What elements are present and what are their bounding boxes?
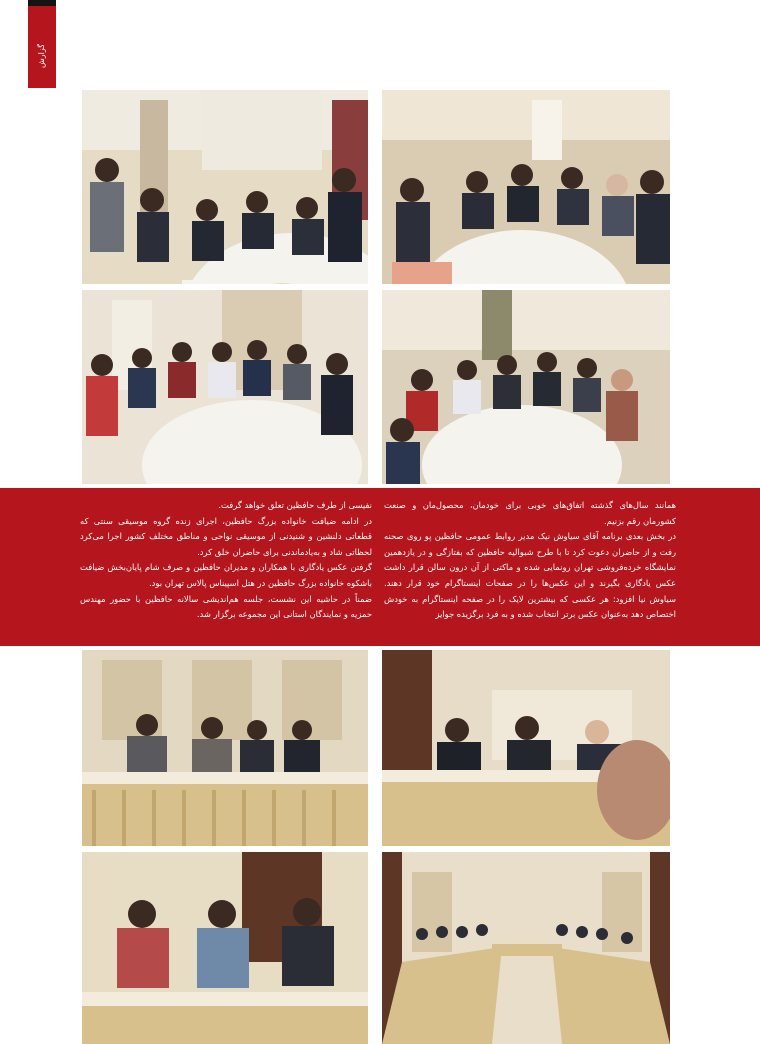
banquet-photo-4: [382, 290, 670, 484]
article-column-right: [384, 498, 676, 623]
banquet-photo-1: [82, 90, 368, 284]
article-column-left: [80, 498, 372, 623]
meeting-photo-1: [82, 650, 368, 846]
meeting-photo-3: [82, 852, 368, 1044]
section-tab-label: گزارش: [37, 43, 46, 69]
banquet-photo-2: [382, 90, 670, 284]
article-paragraph: ضمناً در حاشیه این نشست، جلسه هم‌اندیشی سالانه حافظین با حضور مهندس حمزیه و نمایندگان استانی این مجموعه برگزار شد.: [80, 593, 372, 620]
article-paragraph: گرفتن عکس یادگاری با همکاران و مدیران حافظین و صرف شام پایان‌بخش ضیافت باشکوه خانواده بزرگ حافظین در هتل اسپیناس پالاس تهران بود.: [80, 562, 372, 588]
banquet-photo-3: [82, 290, 368, 484]
article-paragraph: نفیسی از طرف حافظین تعلق خواهد گرفت.: [218, 500, 372, 510]
article-text-banner: [0, 488, 760, 646]
article-paragraph: همانند سال‌های گذشته اتفاق‌های خوبی برای خودمان، محصول‌مان و صنعت کشورمان رقم بزنیم.: [384, 500, 676, 526]
article-paragraph: در ادامه ضیافت خانواده بزرگ حافظین، اجرای زنده گروه موسیقی سنتی که قطعاتی دلنشین و شنیدنی از موسیقی نواحی و مناطق مختلف کشور اجرا می‌کرد لحظاتی شاد و به‌یادماندنی برای حاضران خلق کرد.: [80, 515, 372, 557]
article-paragraph: در بخش بعدی برنامه آقای سیاوش نیک مدیر روابط عمومی حافظین پو روی صحنه رفت و از حاضران دعوت کرد تا با طرح شبوالیه حافظین که بفتازگی و در یازدهمین نمایشگاه خرده‌فروشی تهران رونمایی شده و ماکتی از آن درون سالن قرار داشت عکس یادگاری بگیرند و این عکس‌ها را در صفحات اینستاگرام خود قرار دهند. سیاوش نیا افزود: هر عکسی که بیشترین لایک را در صفحه اینستاگرام به خودش اختصاص دهد به‌عنوان عکس برتر انتخاب شده و به فرد برگزیده جوایز: [384, 531, 676, 620]
meeting-photo-2: [382, 650, 670, 846]
section-tab: [28, 0, 56, 88]
meeting-photo-4: [382, 852, 670, 1044]
